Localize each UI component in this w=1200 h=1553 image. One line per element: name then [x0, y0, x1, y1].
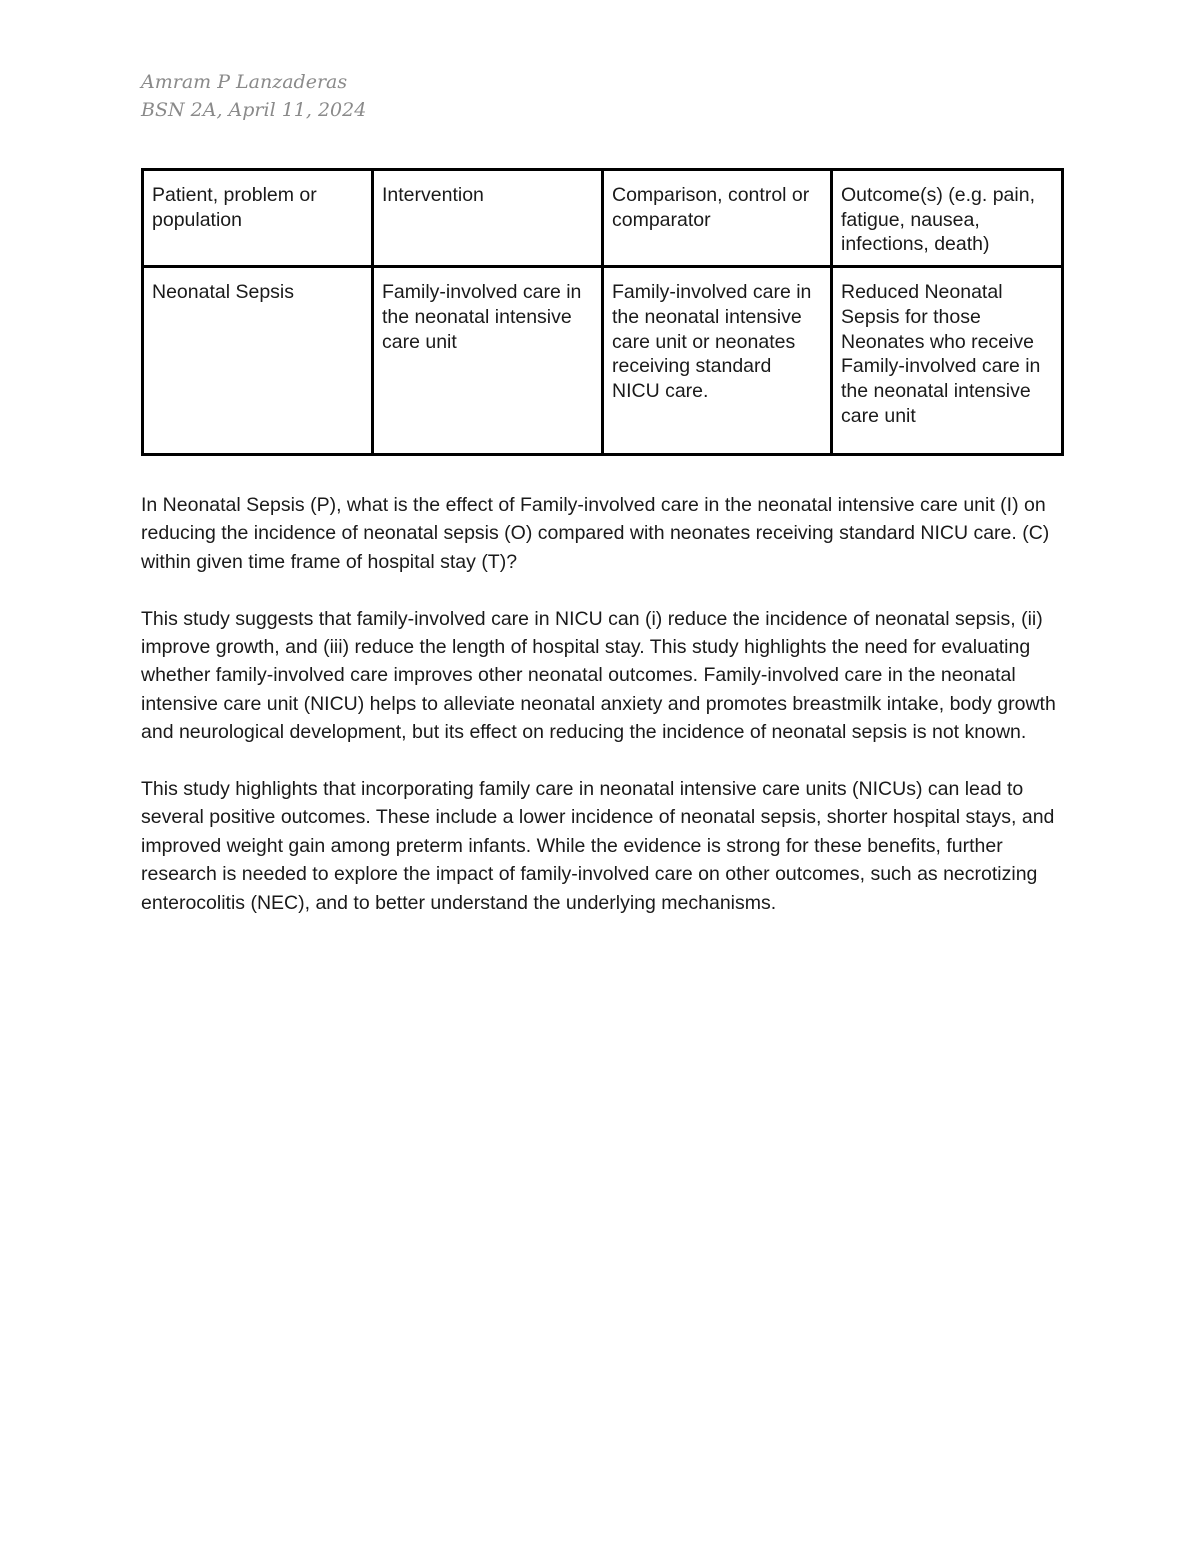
table-row: [143, 267, 1063, 455]
header-cell-patient: Patient, problem or population: [143, 170, 373, 267]
study-conclusion-paragraph: This study highlights that incorporating family care in neonatal intensive care units (NICUs) can lead to several positive outcomes. These include a lower incidence of neonatal sepsis, shorter hospital stays, and improved weight gain among preterm infants. While the evidence is strong for these benefits, further research is needed to explore the impact of family-involved care on other outcomes, such as necrotizing enterocolitis (NEC), and to better understand the underlying mechanisms.: [141, 778, 1055, 914]
cell-comparison: Family-involved care in the neonatal intensive care unit or neonates receiving standard NICU care.: [603, 267, 832, 455]
course-date: BSN 2A, April 11, 2024: [141, 99, 367, 121]
body-text: [141, 491, 1056, 945]
cell-patient: Neonatal Sepsis: [143, 267, 373, 455]
header-cell-outcome: Outcome(s) (e.g. pain, fatigue, nausea, infections, death): [832, 170, 1063, 267]
header-cell-comparison: Comparison, control or comparator: [603, 170, 832, 267]
cell-intervention: Family-involved care in the neonatal intensive care unit: [373, 267, 603, 455]
cell-outcome: Reduced Neonatal Sepsis for those Neonates who receive Family-involved care in the neonatal intensive care unit: [832, 267, 1063, 455]
study-summary-paragraph: This study suggests that family-involved care in NICU can (i) reduce the incidence of neonatal sepsis, (ii) improve growth, and (iii) reduce the length of hospital stay. This study highlights the need for evaluating whether family-involved care improves other neonatal outcomes. Family-involved care in the neonatal intensive care unit (NICU) helps to alleviate neonatal anxiety and promotes breastmilk intake, body growth and neurological development, but its effect on reducing the incidence of neonatal sepsis is not known.: [141, 607, 1056, 744]
author-name: Amram P Lanzaderas: [141, 71, 348, 93]
table-header-row: [143, 170, 1063, 267]
pico-question-paragraph: In Neonatal Sepsis (P), what is the effect of Family-involved care in the neonatal intensive care unit (I) on reducing the incidence of neonatal sepsis (O) compared with neonates receiving standard NICU care. (C) within given time frame of hospital stay (T)?: [141, 494, 1050, 573]
pico-table: [141, 168, 1064, 456]
header-cell-intervention: Intervention: [373, 170, 603, 267]
document-header: [141, 68, 366, 124]
